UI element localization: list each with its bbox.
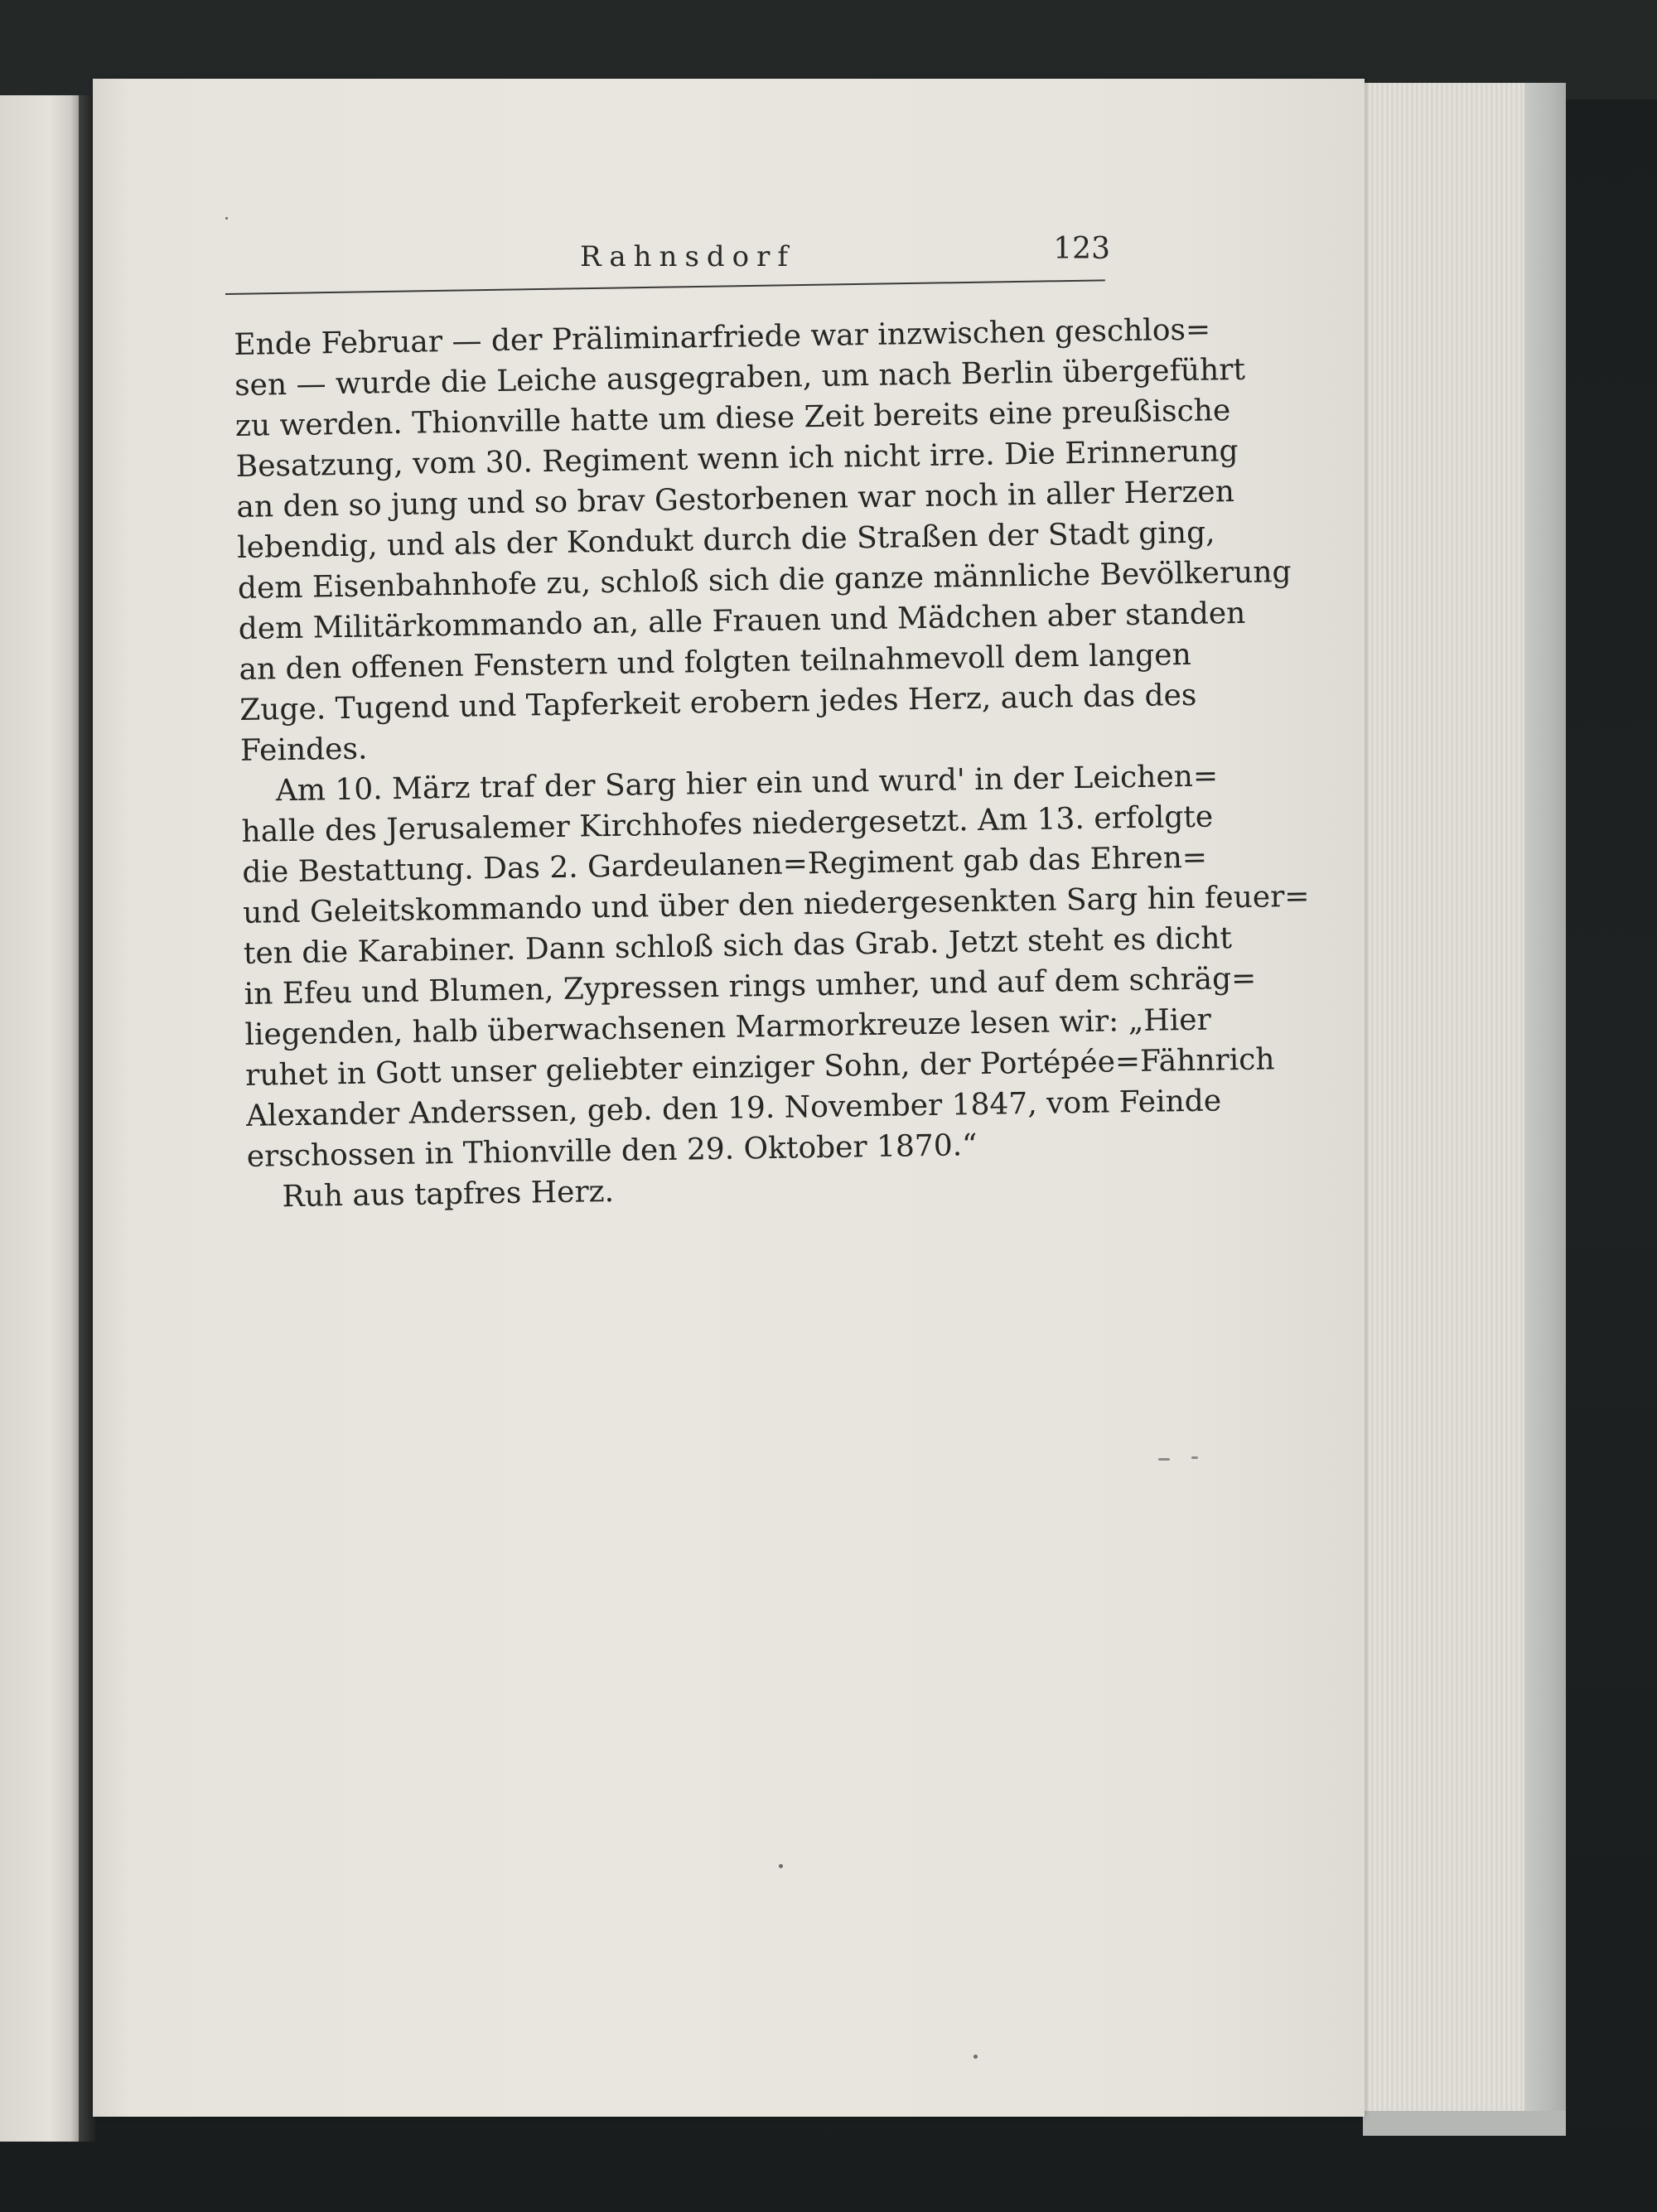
text-line: sen — wurde die Leiche ausgegraben, um nach Berlin übergeführt	[234, 352, 1246, 403]
paragraph	[234, 311, 1292, 771]
page-number: 123	[1053, 232, 1110, 266]
text-line: dem Eisenbahnhofe zu, schloß sich die ganze männliche Bevölkerung	[237, 554, 1292, 606]
text-line: Ruh aus tapfres Herz.	[282, 1174, 615, 1215]
paper-speck	[779, 1864, 783, 1868]
book-cover-bottom	[1363, 2111, 1566, 2136]
text-line: Besatzung, vom 30. Regiment wenn ich nicht irre. Die Erinnerung	[235, 433, 1239, 484]
running-title: Rahnsdorf	[580, 240, 795, 273]
text-line: in Efeu und Blumen, Zypressen rings umher, und auf dem schräg=	[244, 961, 1257, 1012]
text-line: zu werden. Thionville hatte um diese Zeit bereits eine preußische	[234, 394, 1231, 443]
text-line: an den so jung und so brav Gestorbenen war noch in aller Herzen	[236, 475, 1235, 524]
paragraph	[240, 757, 1310, 1177]
text-line: liegenden, halb überwachsenen Marmorkreuze lesen wir: „Hier	[244, 1002, 1212, 1052]
paper-speck	[1191, 1456, 1198, 1459]
text-line: Feindes.	[239, 732, 368, 768]
book-cover-edge	[1524, 83, 1566, 2121]
text-line: ten die Karabiner. Dann schloß sich das Grab. Jetzt steht es dicht	[243, 921, 1233, 971]
text-line: an den offenen Fenstern und folgten teilnahmevoll dem langen	[239, 637, 1192, 687]
paper-speck	[225, 217, 228, 220]
text-line: Ende Februar — der Präliminarfriede war inzwischen geschlos=	[234, 312, 1211, 362]
text-line: lebendig, und als der Kondukt durch die Straßen der Stadt ging,	[236, 515, 1215, 565]
text-line: Alexander Anderssen, geb. den 19. November 1847, vom Feinde	[245, 1084, 1222, 1133]
body-text	[234, 311, 1310, 1218]
text-line: erschossen in Thionville den 29. Oktober 1870.“	[246, 1128, 978, 1174]
text-line: Am 10. März traf der Sarg hier ein und wurd' in der Leichen=	[275, 759, 1219, 809]
paper-speck	[1158, 1458, 1170, 1461]
text-line: und Geleitskommando und über den niedergesenkten Sarg hin feuer=	[242, 879, 1310, 930]
text-line: halle des Jerusalemer Kirchhofes niedergesetzt. Am 13. erfolgte	[241, 799, 1214, 849]
text-line: die Bestattung. Das 2. Gardeulanen=Regiment gab das Ehren=	[242, 840, 1208, 890]
paper-speck	[973, 2055, 978, 2059]
text-line: dem Militärkommando an, alle Frauen und Mädchen aber standen	[238, 596, 1246, 646]
left-page-edge	[0, 95, 83, 2142]
text-line: Zuge. Tugend und Tapferkeit erobern jedes Herz, auch das des	[239, 678, 1197, 727]
page-block-edges	[1359, 83, 1537, 2117]
text-line: ruhet in Gott unser geliebter einziger Sohn, der Portépée=Fähnrich	[244, 1042, 1275, 1093]
